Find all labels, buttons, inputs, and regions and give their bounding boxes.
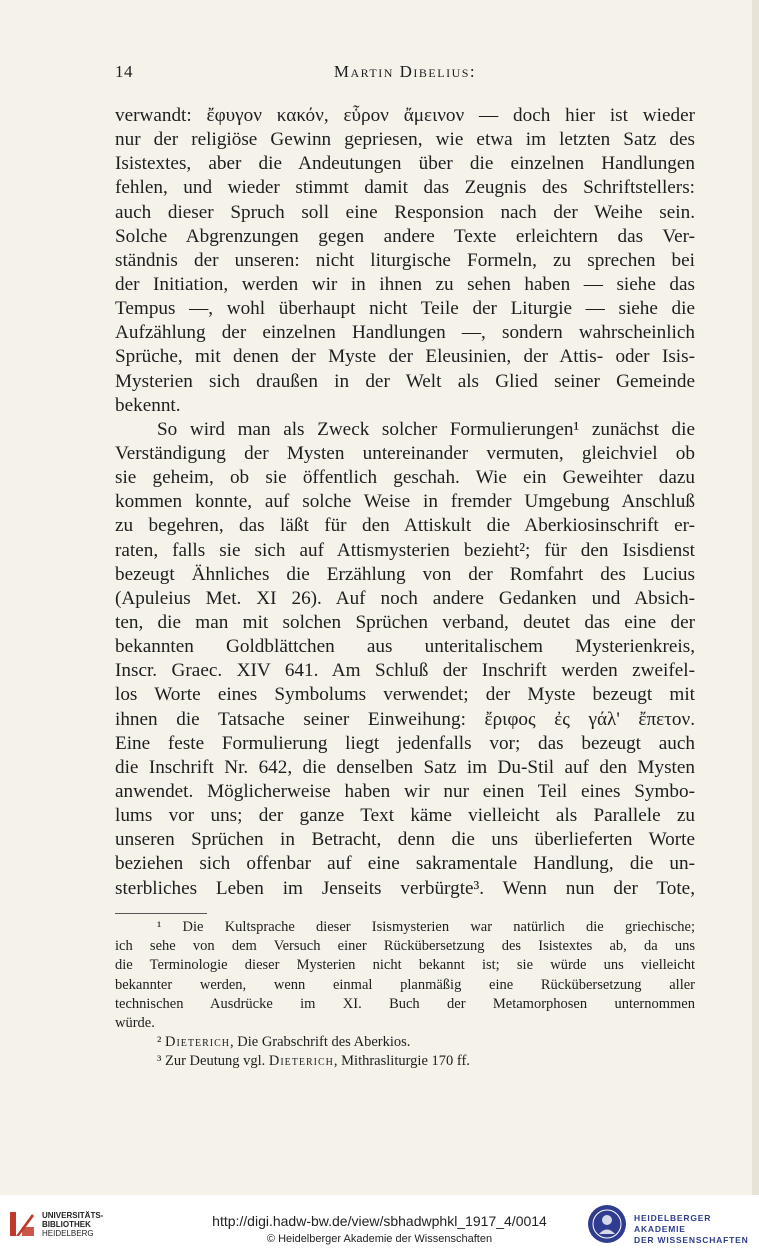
body-line: unseren Sprüchen in Betracht, denn die uns überlieferten Worte bbox=[115, 829, 695, 851]
footnote-rule bbox=[115, 913, 207, 914]
body-line: bekannten Goldblättchen aus unteritalischem Mysterienkreis, bbox=[115, 636, 695, 658]
body-line: fehlen, und wieder stimmt damit das Zeugnis des Schriftstellers: bbox=[115, 177, 695, 199]
body-line: auch dieser Spruch soll eine Responsion nach der Weihe sein. bbox=[115, 201, 695, 223]
footnote-3-text: , Mithrasliturgie 170 ff. bbox=[333, 1053, 470, 1070]
footnote-1-line: würde. bbox=[115, 1014, 155, 1031]
footnote-3-prefix: ³ Zur Deutung vgl. bbox=[157, 1053, 269, 1070]
body-line: zu begehren, das läßt für den Attiskult die Aberkiosinschrift er- bbox=[115, 515, 695, 537]
footnote-1-line: die Terminologie dieser Mysterien nicht bekannt ist; sie würde uns vielleicht bbox=[115, 957, 695, 974]
body-line: Tempus —, wohl überhaupt nicht Teile der Liturgie — siehe die bbox=[115, 298, 695, 320]
body-line: ten, die man mit solchen Sprüchen verband, deutet das eine der bbox=[115, 611, 695, 633]
running-title: Martin Dibelius: bbox=[333, 62, 477, 81]
footnote-2-number: ² bbox=[157, 1034, 162, 1051]
footnote-2-author: Dieterich bbox=[164, 1034, 231, 1051]
footer-bar bbox=[0, 1195, 759, 1255]
body-line: kommen konnte, auf solche Weise in fremder Umgebung Anschluß bbox=[115, 491, 695, 513]
page-edge bbox=[752, 0, 759, 1195]
academy-line-1: HEIDELBERGER AKADEMIE bbox=[634, 1213, 712, 1234]
body-line: ständnis der unseren: nicht liturgische Formeln, zu sprechen bei bbox=[115, 249, 695, 271]
body-line: ihnen die Tatsache seiner Einweihung: ἔριφος ἐς γάλ' ἔπετον. bbox=[115, 708, 695, 730]
body-line: Isistextes, aber die Andeutungen über die einzelnen Handlungen bbox=[115, 153, 695, 175]
ub-line-3: HEIDELBERG bbox=[42, 1229, 94, 1238]
footnote-1-line: bekannter werden, wenn einmal planmäßig eine Rückübersetzung aller bbox=[115, 976, 695, 993]
footnote-1-line: ich sehe von dem Versuch einer Rückübersetzung des Isistextes ab, da uns bbox=[115, 938, 695, 955]
body-line: Verständigung der Mysten untereinander vermuten, gleichviel ob bbox=[115, 442, 695, 464]
permalink-url[interactable]: http://digi.hadw-bw.de/view/sbhadwphkl_1917_4/0014 bbox=[212, 1213, 547, 1229]
footnote-3 bbox=[115, 1052, 695, 1071]
body-line: raten, falls sie sich auf Attismysterien bezieht²; für den Isisdienst bbox=[115, 539, 695, 561]
body-line: Eine feste Formulierung liegt jedenfalls vor; das bezeugt auch bbox=[115, 732, 695, 754]
ub-line-1: UNIVERSITÄTS- bbox=[42, 1211, 104, 1220]
body-line: Inscr. Graec. XIV 641. Am Schluß der Inschrift werden zweifel- bbox=[115, 660, 695, 682]
footnote-1-line: ¹ Die Kultsprache dieser Isismysterien war natürlich die griechische; bbox=[157, 919, 695, 935]
body-line: Solche Abgrenzungen gegen andere Texte erleichtern das Ver- bbox=[115, 225, 695, 247]
body-line: sie geheim, ob sie öffentlich geschah. Wie ein Geweihter dazu bbox=[115, 467, 695, 489]
body-line: bezeugt Ähnliches die Erzählung von der Romfahrt des Lucius bbox=[115, 563, 695, 585]
body-line: beziehen sich offenbar auf eine sakramentale Handlung, die un- bbox=[115, 853, 695, 875]
body-line: Sprüche, mit denen der Myste der Eleusinien, der Attis- oder Isis- bbox=[115, 346, 695, 368]
body-line: nur der religiöse Gewinn gepriesen, wie etwa im letzten Satz des bbox=[115, 129, 695, 151]
footnote-2-text: , Die Grabschrift des Aberkios. bbox=[230, 1034, 411, 1051]
academy-seal-icon[interactable] bbox=[588, 1205, 626, 1243]
page-header bbox=[115, 62, 695, 86]
body-line: bekennt. bbox=[115, 394, 181, 416]
page-number: 14 bbox=[115, 62, 133, 81]
body-line: los Worte eines Symbolums verwendet; der Myste bezeugt mit bbox=[115, 684, 695, 706]
body-line: sterbliches Leben im Jenseits verbürgte³. Wenn nun der Tote, bbox=[115, 877, 695, 899]
body-line: Mysterien sich draußen in der Welt als Glied seiner Gemeinde bbox=[115, 370, 695, 392]
academy-line-2: DER WISSENSCHAFTEN bbox=[634, 1235, 749, 1245]
body-line: (Apuleius Met. XI 26). Auf noch andere Gedanken und Absich- bbox=[115, 587, 695, 609]
copyright-notice: © Heidelberger Akademie der Wissenschaften bbox=[266, 1233, 493, 1245]
academy-name bbox=[634, 1213, 759, 1246]
body-text bbox=[115, 104, 695, 901]
footnote-2 bbox=[115, 1033, 695, 1052]
body-line: So wird man als Zweck solcher Formulierungen¹ zunächst die bbox=[157, 418, 695, 440]
body-line: die Inschrift Nr. 642, die denselben Satz im Du-Stil auf den Mysten bbox=[115, 756, 695, 778]
body-line: Aufzählung der einzelnen Handlungen —, sondern wahrscheinlich bbox=[115, 322, 695, 344]
ub-line-2: BIBLIOTHEK bbox=[42, 1220, 91, 1229]
footnote-1-line: technischen Ausdrücke im XI. Buch der Metamorphosen unternommen bbox=[115, 995, 695, 1012]
footnotes bbox=[115, 918, 695, 1072]
body-line: lums vor uns; der ganze Text käme vielleicht als Parallele zu bbox=[115, 805, 695, 827]
body-line: verwandt: ἔφυγον κακόν, εὗρον ἄμεινον — doch hier ist wieder bbox=[115, 105, 695, 126]
body-line: anwendet. Möglicherweise haben wir nur einen Teil eines Symbo- bbox=[115, 780, 695, 802]
footnote-3-author: Dieterich bbox=[268, 1053, 334, 1070]
body-line: der Initiation, werden wir in ihnen zu sehen haben — siehe das bbox=[115, 273, 695, 295]
